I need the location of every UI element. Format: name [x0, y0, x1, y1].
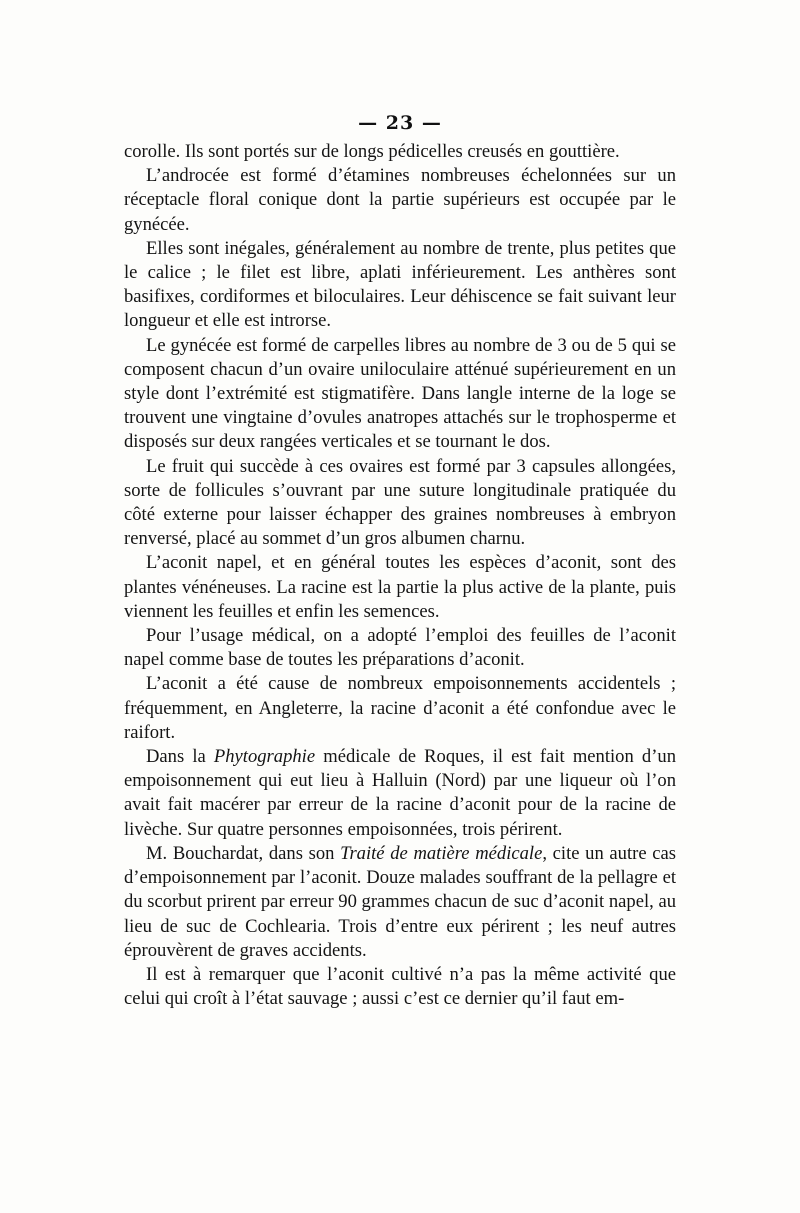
body-text	[124, 140, 676, 1011]
text-segment: Il est à remarquer que l’aconit cultivé n’a pas la même activité que celui qui croît à l’état sauvage ; aussi c’est ce dernier qu’il faut em-	[124, 963, 676, 1010]
paragraph	[124, 672, 676, 745]
text-segment: Le fruit qui succède à ces ovaires est formé par 3 capsules allongées, sorte de follicules s’ouvrant par une suture longitudinale pratiquée du côté externe pour laisser échapper des graines nombreuses à embryon renversé, placé au sommet d’un gros albumen charnu.	[124, 455, 676, 550]
italic-title: Traité de matière médicale	[340, 842, 543, 864]
paragraph	[124, 624, 676, 672]
text-segment: médicale de Roques, il est fait mention d’un empoisonnement qui eut lieu à Halluin (Nord) par une liqueur où l’on avait fait macérer par erreur de la racine d’aconit pour de la racine de livèche. Sur quatre personnes empoisonnées, trois périrent.	[124, 746, 676, 840]
paragraph	[124, 164, 676, 237]
paragraph	[124, 237, 676, 334]
text-segment: Elles sont inégales, généralement au nombre de trente, plus petites que le calice ; le filet est libre, aplati inférieurement. Les anthères sont basifixes, cordiformes et biloculaires. Leur déhiscence se fait suivant leur longueur et elle est introrse.	[124, 237, 676, 332]
text-segment: L’aconit napel, et en général toutes les espèces d’aconit, sont des plantes vénéneuses. La racine est la partie la plus active de la plante, puis viennent les feuilles et enfin les semences.	[124, 552, 676, 622]
text-segment: Le gynécée est formé de carpelles libres au nombre de 3 ou de 5 qui se composent chacun d’un ovaire uniloculaire atténué supérieurement en un style dont l’extrémité est stigmatifère. Dans langle interne de la loge se trouvent une vingtaine d’ovules anatropes attachés sur le trophosperme et disposés sur deux rangées verticales et se tournant le dos.	[124, 334, 676, 453]
text-segment: L’androcée est formé d’étamines nombreuses échelonnées sur un réceptacle floral conique dont la partie supérieurs est occupée par le gynécée.	[124, 165, 676, 235]
page-number: — 23 —	[358, 112, 442, 134]
text-segment: , cite un autre cas d’empoisonnement par l’aconit. Douze malades souffrant de la pellagre et du scorbut prirent par erreur 90 grammes chacun de suc d’aconit napel, au lieu de suc de Cochlearia. Trois d’entre eux périrent ; les neuf autres éprouvèrent de graves accidents.	[124, 842, 676, 961]
paragraph	[124, 455, 676, 552]
text-segment: Dans la	[146, 746, 214, 768]
paragraph	[124, 842, 676, 963]
italic-title: Phytographie	[213, 746, 316, 768]
paragraph	[124, 551, 676, 624]
paragraph	[124, 963, 676, 1011]
text-segment: Pour l’usage médical, on a adopté l’emploi des feuilles de l’aconit napel comme base de toutes les préparations d’aconit.	[124, 625, 676, 671]
text-segment: M. Bouchardat, dans son	[146, 842, 341, 864]
text-segment: corolle. Ils sont portés sur de longs pédicelles creusés en gouttière.	[124, 141, 620, 162]
paragraph	[124, 334, 676, 455]
paragraph	[124, 745, 676, 842]
text-segment: L’aconit a été cause de nombreux empoisonnements accidentels ; fréquemment, en Angleterre, la racine d’aconit a été confondue avec le raifort.	[124, 673, 676, 743]
paragraph	[124, 140, 676, 164]
